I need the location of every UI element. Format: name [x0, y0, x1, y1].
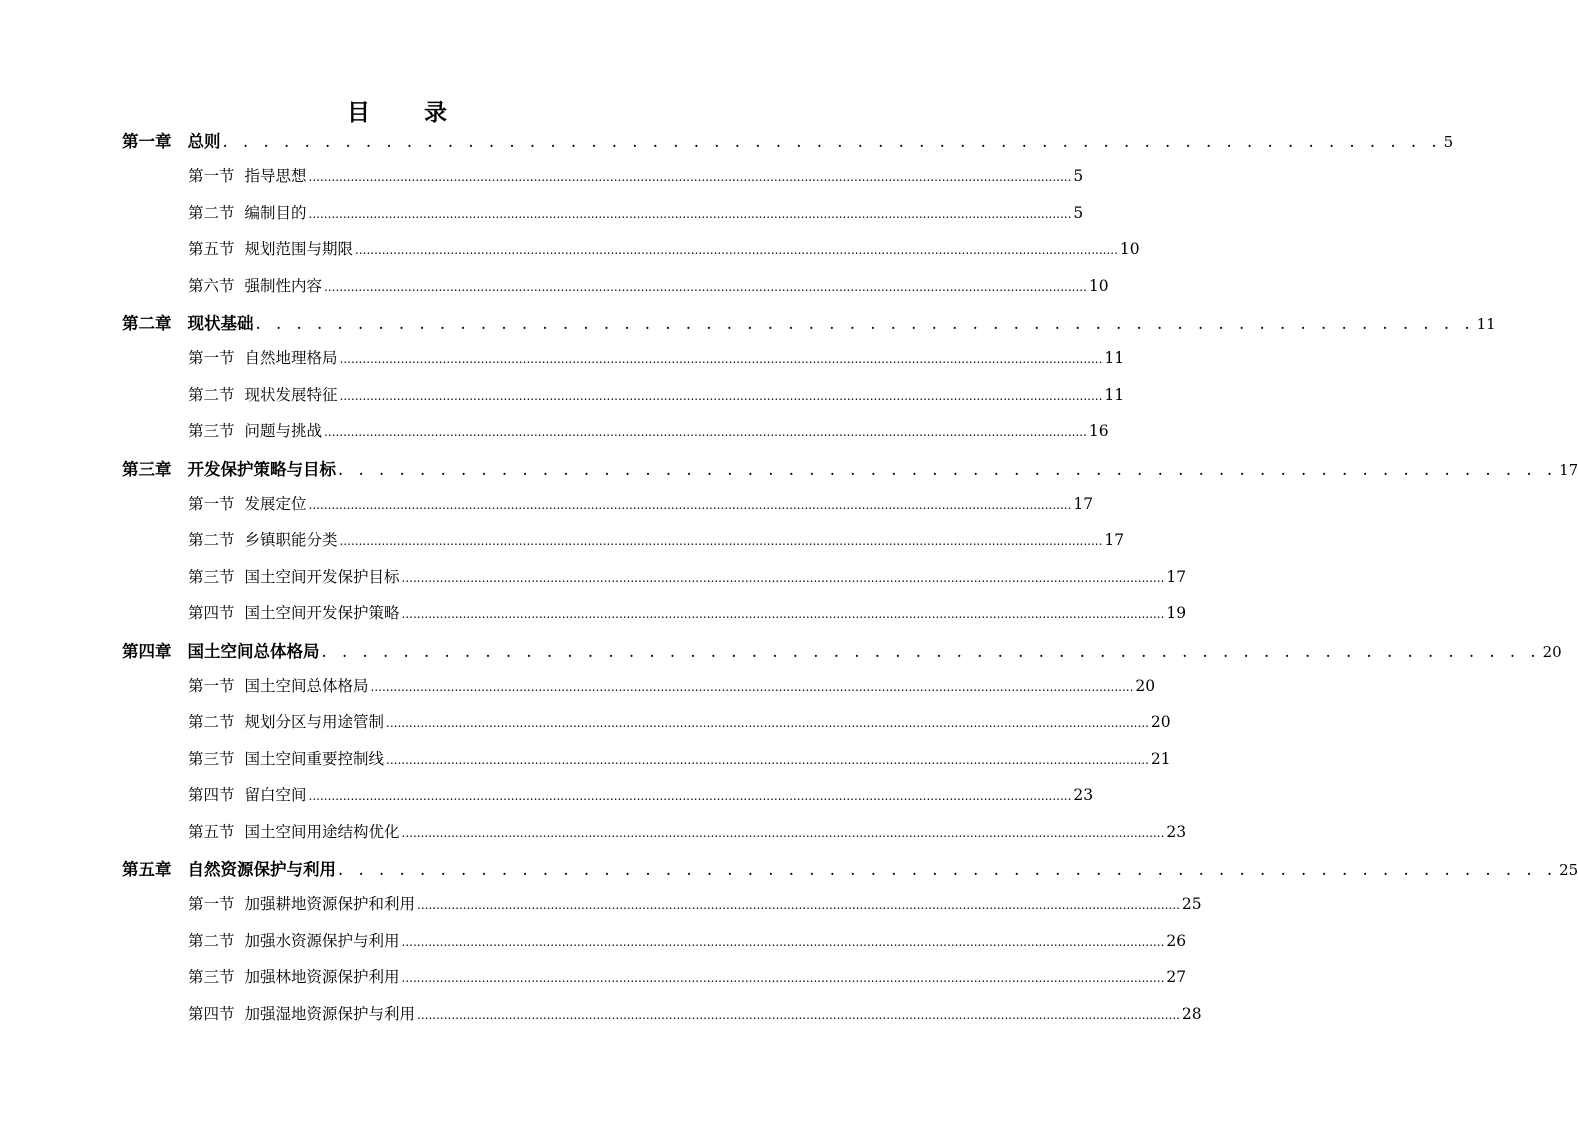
toc-entry-number: 第二节 — [188, 713, 235, 732]
toc-section-entry[interactable] — [188, 929, 1187, 953]
toc-entry-label — [188, 929, 400, 951]
toc-entry-label — [122, 310, 254, 334]
toc-page-number: 19 — [1166, 604, 1187, 623]
toc-leader-dots: ........................................................................................................................................................................................................ — [355, 243, 1118, 258]
toc-leader-dots: ........................................................................................................................................................................................................ — [308, 206, 1072, 221]
toc-section-entry[interactable] — [188, 1002, 1202, 1026]
toc-leader-dots: . . . . . . . . . . . . . . . . . . . . . . . . . . . . . . . . . . . . . . . . . . . . . . . . . . . . . . . . . . . . — [255, 314, 1475, 333]
toc-entry-title: 自然地理格局 — [244, 349, 338, 368]
toc-section-entry[interactable] — [188, 565, 1187, 589]
toc-entry-number: 第一章 — [122, 132, 172, 151]
toc-leader-dots: ........................................................................................................................................................................................................ — [386, 716, 1149, 731]
toc-page-number: 25 — [1559, 861, 1578, 879]
toc-entry-number: 第四节 — [188, 604, 235, 623]
toc-page-number: 25 — [1181, 895, 1202, 914]
toc-leader-dots: . . . . . . . . . . . . . . . . . . . . . . . . . . . . . . . . . . . . . . . . . . . . . . . . . . . . . . . . . . . . — [222, 132, 1442, 151]
toc-entry-title: 发展定位 — [244, 495, 307, 513]
toc-entry-title: 乡镇职能分类 — [244, 531, 338, 550]
toc-entry-label — [188, 237, 353, 259]
toc-entry-title: 国土空间用途结构优化 — [244, 822, 400, 841]
toc-leader-dots: ........................................................................................................................................................................................................ — [401, 607, 1165, 622]
toc-leader-dots: ........................................................................................................................................................................................................ — [401, 971, 1165, 986]
toc-entry-label — [188, 492, 307, 514]
toc-entry-title: 强制性内容 — [244, 276, 323, 295]
toc-page-number: 23 — [1073, 786, 1094, 805]
toc-entry-title: 国土空间总体格局 — [244, 677, 369, 695]
toc-entry-title: 现状基础 — [187, 314, 254, 333]
toc-entry-label — [122, 128, 221, 152]
toc-title — [0, 94, 794, 127]
toc-page-number: 20 — [1135, 677, 1156, 695]
toc-chapter-entry[interactable] — [122, 638, 1562, 662]
toc-page-number: 17 — [1104, 531, 1125, 550]
toc-leader-dots: ........................................................................................................................................................................................................ — [401, 825, 1165, 840]
toc-leader-dots: ........................................................................................................................................................................................................ — [417, 1007, 1180, 1022]
toc-entry-number: 第一节 — [188, 677, 235, 695]
toc-entry-title: 加强湿地资源保护与利用 — [244, 1004, 416, 1023]
toc-page-number: 26 — [1166, 931, 1187, 950]
toc-page-number: 5 — [1073, 167, 1084, 186]
toc-entry-label — [188, 565, 400, 587]
toc-entry-label — [188, 820, 400, 842]
toc-section-entry[interactable] — [188, 710, 1171, 734]
toc-entry-title: 编制目的 — [244, 203, 307, 222]
toc-chapter-entry[interactable] — [122, 856, 1578, 880]
toc-page-number: 11 — [1104, 349, 1125, 368]
toc-leader-dots: . . . . . . . . . . . . . . . . . . . . . . . . . . . . . . . . . . . . . . . . . . . . . . . . . . . . . . . . . . . . — [321, 641, 1541, 661]
toc-entry-number: 第一节 — [188, 167, 235, 186]
toc-entry-label — [122, 638, 320, 662]
toc-section-entry[interactable] — [188, 965, 1187, 989]
toc-section-entry[interactable] — [188, 674, 1156, 698]
toc-entry-number: 第三节 — [188, 422, 235, 441]
toc-entry-label — [188, 383, 338, 405]
toc-entry-title: 总则 — [187, 132, 221, 151]
toc-entry-number: 第二节 — [188, 931, 235, 950]
toc-page-number: 17 — [1166, 567, 1187, 586]
toc-entry-label — [122, 456, 336, 480]
toc-entry-number: 第三节 — [188, 968, 235, 987]
toc-section-entry[interactable] — [188, 346, 1125, 370]
toc-leader-dots: ........................................................................................................................................................................................................ — [401, 570, 1165, 585]
toc-page-number: 11 — [1476, 315, 1496, 333]
toc-page-number: 21 — [1150, 749, 1171, 768]
toc-entry-label — [188, 601, 400, 623]
toc-chapter-entry[interactable] — [122, 310, 1496, 334]
toc-leader-dots: . . . . . . . . . . . . . . . . . . . . . . . . . . . . . . . . . . . . . . . . . . . . . . . . . . . . . . . . . . . . — [338, 459, 1558, 479]
toc-entry-label — [188, 965, 400, 987]
toc-leader-dots: ........................................................................................................................................................................................................ — [324, 279, 1087, 294]
toc-leader-dots: ........................................................................................................................................................................................................ — [324, 425, 1087, 440]
toc-page-number: 20 — [1542, 642, 1562, 661]
toc-page-number: 5 — [1443, 133, 1454, 151]
toc-entry-number: 第五节 — [188, 240, 235, 259]
toc-entry-label — [188, 528, 338, 550]
toc-leader-dots: ........................................................................................................................................................................................................ — [339, 388, 1103, 403]
toc-entry-title: 指导思想 — [244, 167, 307, 186]
toc-entry-title: 加强耕地资源保护和利用 — [244, 895, 416, 914]
toc-entry-number: 第一节 — [188, 495, 235, 513]
toc-entry-number: 第四章 — [122, 641, 172, 661]
toc-entry-title: 自然资源保护与利用 — [187, 860, 336, 879]
toc-page-number: 27 — [1166, 968, 1187, 987]
toc-section-entry[interactable] — [188, 274, 1109, 298]
toc-entry-title: 规划范围与期限 — [244, 240, 354, 259]
toc-entry-number: 第四节 — [188, 786, 235, 805]
toc-section-entry[interactable] — [188, 164, 1084, 188]
toc-entry-label — [188, 346, 338, 368]
toc-entry-label — [188, 892, 415, 914]
toc-entry-number: 第一节 — [188, 895, 235, 914]
toc-entry-label — [188, 674, 369, 696]
toc-entry-number: 第二节 — [188, 203, 235, 222]
toc-page-number: 23 — [1166, 822, 1187, 841]
toc-entry-title: 开发保护策略与目标 — [187, 459, 336, 479]
toc-page-number: 17 — [1073, 495, 1094, 513]
toc-entry-title: 国土空间开发保护策略 — [244, 604, 400, 623]
toc-section-entry[interactable] — [188, 201, 1084, 225]
toc-leader-dots: ........................................................................................................................................................................................................ — [339, 534, 1103, 549]
toc-chapter-entry[interactable] — [122, 456, 1578, 480]
toc-title-char-1: 目 — [347, 100, 370, 126]
toc-section-entry[interactable] — [188, 528, 1125, 552]
toc-entry-label — [188, 710, 384, 732]
toc-entry-title: 国土空间总体格局 — [187, 641, 320, 661]
toc-section-entry[interactable] — [188, 492, 1094, 516]
toc-page-number: 10 — [1088, 276, 1109, 295]
toc-entry-label — [122, 856, 336, 880]
toc-entry-title: 规划分区与用途管制 — [244, 713, 385, 732]
toc-leader-dots: ........................................................................................................................................................................................................ — [308, 170, 1072, 185]
toc-page-number: 20 — [1150, 713, 1171, 732]
toc-entry-title: 留白空间 — [244, 786, 307, 805]
toc-entry-number: 第三章 — [122, 459, 172, 479]
toc-entry-number: 第五节 — [188, 822, 235, 841]
toc-entry-label — [188, 783, 307, 805]
toc-entry-number: 第四节 — [188, 1004, 235, 1023]
toc-leader-dots: ........................................................................................................................................................................................................ — [386, 752, 1149, 767]
toc-section-entry[interactable] — [188, 892, 1202, 916]
toc-entry-label — [188, 419, 322, 441]
toc-page-number: 17 — [1559, 460, 1578, 479]
toc-entry-number: 第五章 — [122, 860, 172, 879]
toc-page-number: 10 — [1119, 240, 1140, 259]
toc-section-entry[interactable] — [188, 601, 1187, 625]
toc-entry-number: 第三节 — [188, 567, 235, 586]
toc-entry-number: 第二章 — [122, 314, 172, 333]
toc-entry-number: 第三节 — [188, 749, 235, 768]
toc-page-number: 5 — [1073, 203, 1084, 222]
toc-page-number: 16 — [1088, 422, 1109, 441]
toc-entry-number: 第二节 — [188, 385, 235, 404]
toc-leader-dots: ........................................................................................................................................................................................................ — [417, 898, 1180, 913]
toc-leader-dots: ........................................................................................................................................................................................................ — [308, 789, 1072, 804]
toc-entry-title: 加强林地资源保护利用 — [244, 968, 400, 987]
toc-entry-title: 国土空间开发保护目标 — [244, 567, 400, 586]
toc-entry-label — [188, 1002, 415, 1024]
toc-entry-title: 现状发展特征 — [244, 385, 338, 404]
toc-section-entry[interactable] — [188, 747, 1171, 771]
toc-entry-label — [188, 274, 322, 296]
toc-leader-dots: ........................................................................................................................................................................................................ — [370, 680, 1134, 694]
toc-leader-dots: . . . . . . . . . . . . . . . . . . . . . . . . . . . . . . . . . . . . . . . . . . . . . . . . . . . . . . . . . . . . — [338, 860, 1558, 879]
toc-entry-number: 第六节 — [188, 276, 235, 295]
toc-entry-label — [188, 201, 307, 223]
toc-entry-title: 加强水资源保护与利用 — [244, 931, 400, 950]
toc-entry-title: 问题与挑战 — [244, 422, 323, 441]
toc-leader-dots: ........................................................................................................................................................................................................ — [401, 934, 1165, 949]
toc-section-entry[interactable] — [188, 419, 1109, 443]
toc-entry-title: 国土空间重要控制线 — [244, 749, 385, 768]
toc-section-entry[interactable] — [188, 237, 1140, 261]
toc-section-entry[interactable] — [188, 783, 1094, 807]
toc-chapter-entry[interactable] — [122, 128, 1454, 152]
toc-section-entry[interactable] — [188, 820, 1187, 844]
toc-page-number: 28 — [1181, 1004, 1202, 1023]
toc-leader-dots: ........................................................................................................................................................................................................ — [308, 498, 1072, 512]
toc-entry-label — [188, 747, 384, 769]
toc-leader-dots: ........................................................................................................................................................................................................ — [339, 352, 1103, 367]
toc-section-entry[interactable] — [188, 383, 1125, 407]
toc-entry-number: 第二节 — [188, 531, 235, 550]
toc-page-number: 11 — [1104, 385, 1125, 404]
toc-title-char-2: 录 — [424, 100, 447, 126]
toc-entry-label — [188, 164, 307, 186]
toc-entry-number: 第一节 — [188, 349, 235, 368]
